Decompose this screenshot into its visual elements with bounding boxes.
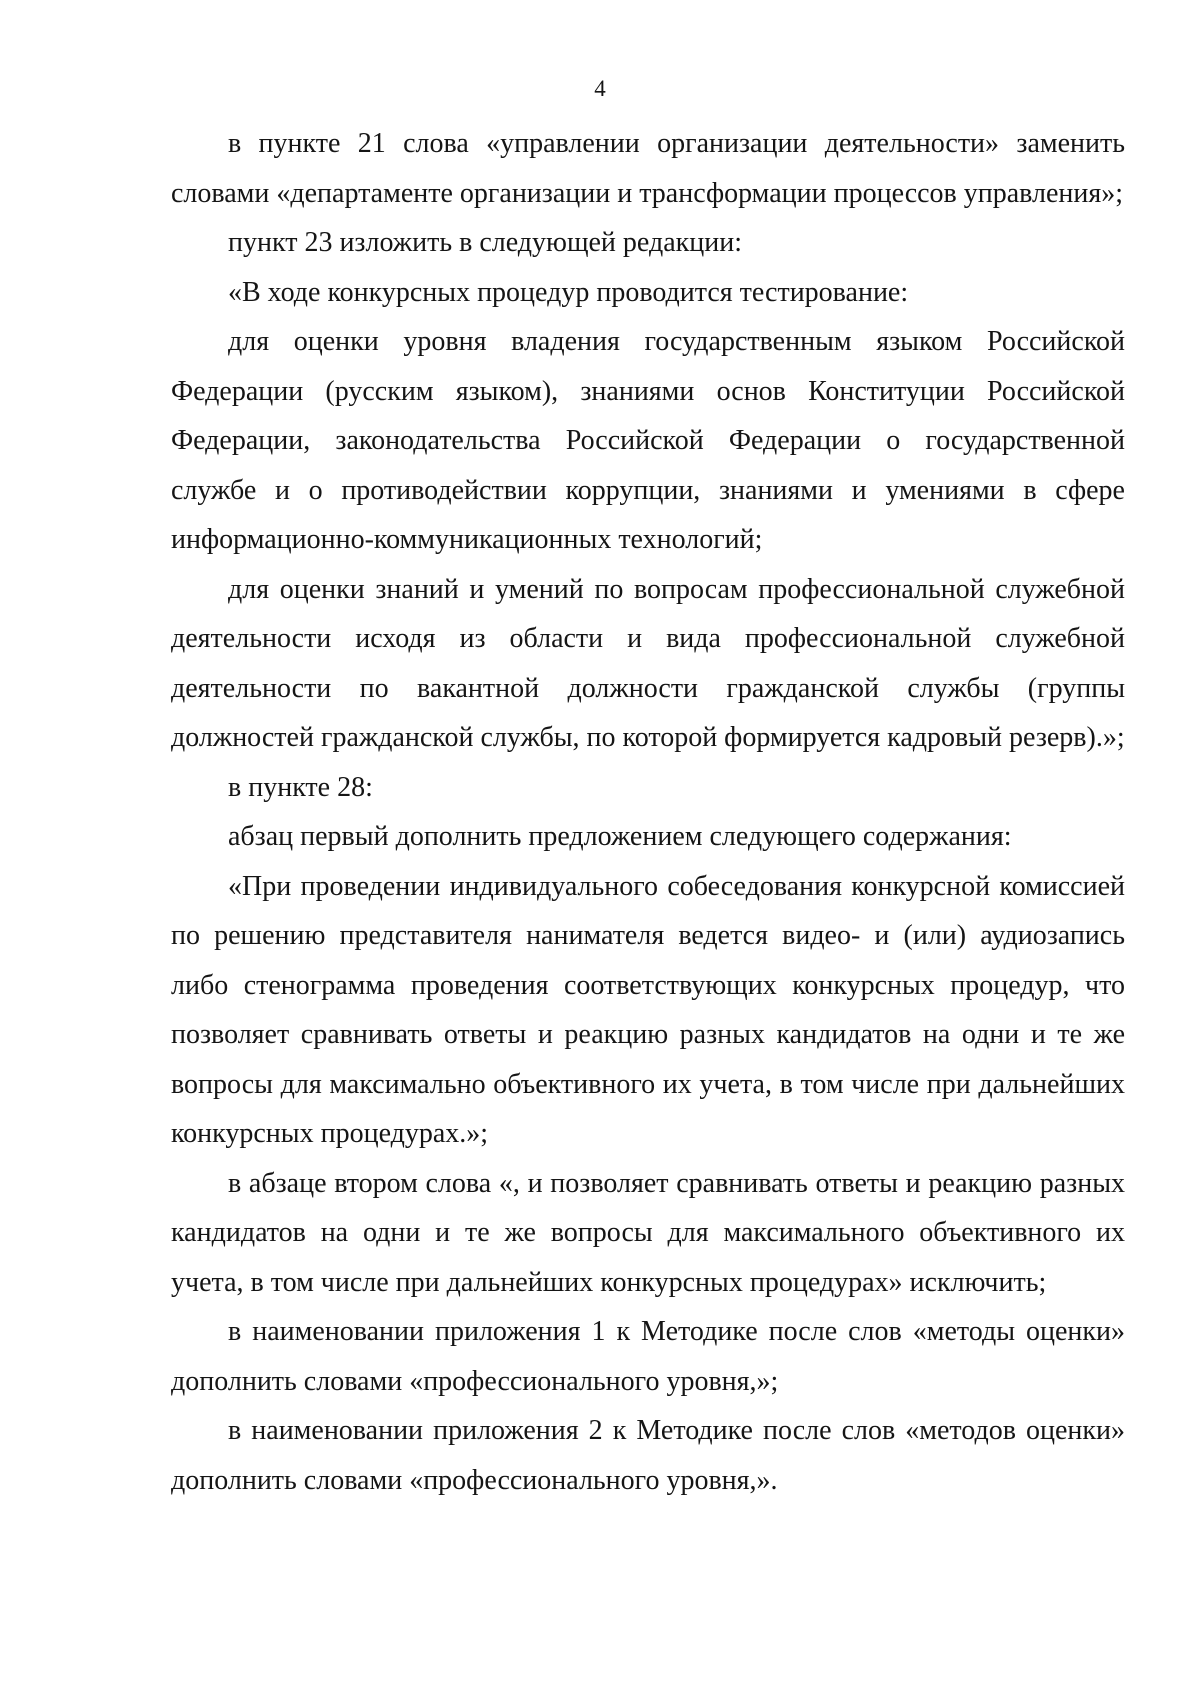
paragraph-appendix-1: в наименовании приложения 1 к Методике после слов «методы оценки» дополнить словами «профессионального уровня,»; — [171, 1316, 1125, 1397]
paragraph-item-28-intro: в пункте 28: — [228, 771, 373, 803]
paragraph-testing-professional: для оценки знаний и умений по вопросам профессиональной служебной деятельности исходя из области и вида профессиональной служебной деятельности по вакантной должности гражданской службы (группы должностей гражданской службы, по которой формируется кадровый резерв).»; — [171, 573, 1125, 753]
paragraph-first-addition: абзац первый дополнить предложением следующего содержания: — [228, 821, 1012, 852]
paragraph-second-exclusion: в абзаце втором слова «, и позволяет сравнивать ответы и реакцию разных кандидатов на одни и те же вопросы для максимального объективного их учета, в том числе при дальнейших конкурсных процедурах» исключить; — [171, 1167, 1125, 1298]
page-number: 4 — [594, 76, 606, 101]
paragraph-item-21-amendment: в пункте 21 слова «управлении организации деятельности» заменить словами «департаменте организации и трансформации процессов управления»; — [171, 128, 1125, 209]
document-body — [171, 119, 1125, 1505]
paragraph-testing-language: для оценки уровня владения государственным языком Российской Федерации (русским языком), знаниями основ Конституции Российской Федерации, законодательства Российской Федерации о государственной службе и о противодействии коррупции, знаниями и умениями в сфере информационно-коммуникационных технологий; — [171, 326, 1125, 555]
paragraph-testing-intro: «В ходе конкурсных процедур проводится тестирование: — [228, 276, 909, 308]
paragraph-item-23-intro: пункт 23 изложить в следующей редакции: — [228, 227, 742, 258]
paragraph-interview-recording: «При проведении индивидуального собеседования конкурсной комиссией по решению представителя нанимателя ведется видео- и (или) аудиозапись либо стенограмма проведения соответствующих конкурсных процедур, что позволяет сравнивать ответы и реакцию разных кандидатов на одни и те же вопросы для максимально объективного их учета, в том числе при дальнейших конкурсных процедурах.»; — [171, 870, 1125, 1149]
paragraph-appendix-2: в наименовании приложения 2 к Методике после слов «методов оценки» дополнить словами «профессионального уровня,». — [171, 1415, 1125, 1496]
